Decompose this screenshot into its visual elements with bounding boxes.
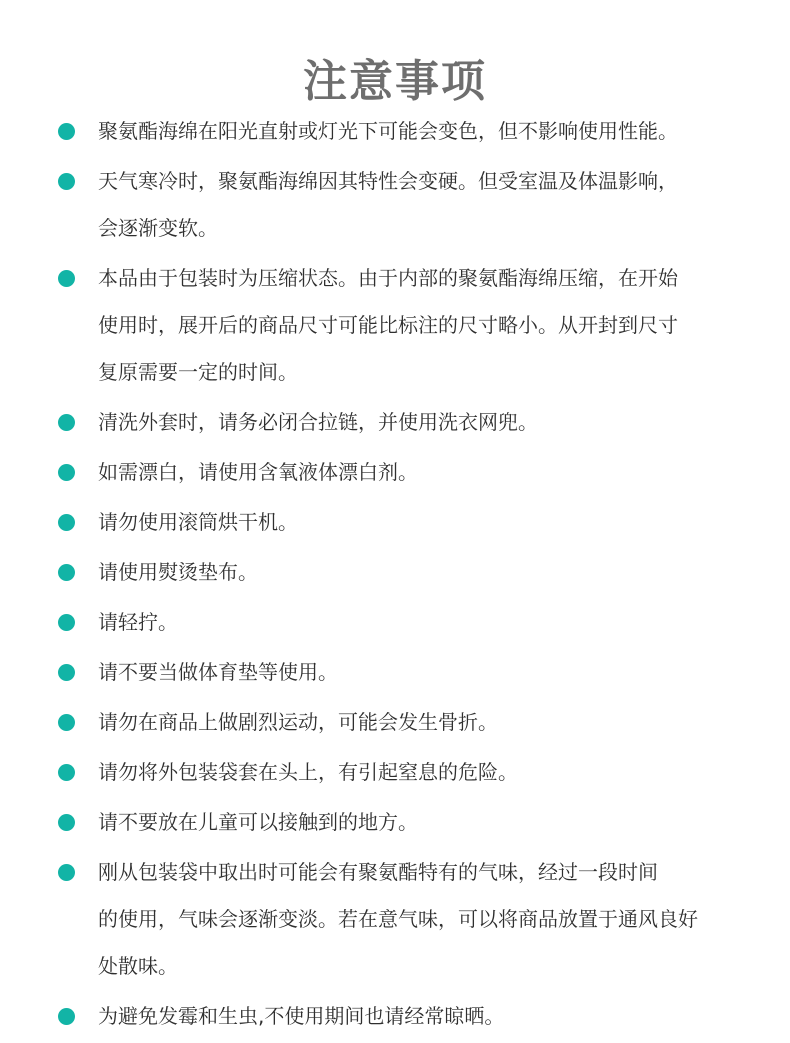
note-text: 如需漂白，请使用含氧液体漂白剂。 <box>98 460 418 484</box>
note-text: 聚氨酯海绵在阳光直射或灯光下可能会变色，但不影响使用性能。 <box>98 119 678 143</box>
note-item <box>0 549 790 596</box>
note-text: 使用时，展开后的商品尺寸可能比标注的尺寸略小。从开封到尺寸 <box>98 313 678 337</box>
bullet-dot-icon <box>58 173 75 190</box>
bullet-dot-icon <box>58 123 75 140</box>
note-item <box>0 499 790 546</box>
note-text: 清洗外套时，请务必闭合拉链，并使用洗衣网兜。 <box>98 410 538 434</box>
note-text: 请轻拧。 <box>98 610 178 634</box>
bullet-dot-icon <box>58 464 75 481</box>
note-item <box>0 749 790 796</box>
note-item <box>0 849 790 990</box>
note-text: 请不要放在儿童可以接触到的地方。 <box>98 810 418 834</box>
bullet-dot-icon <box>58 1008 75 1025</box>
bullet-dot-icon <box>58 614 75 631</box>
note-text: 请勿在商品上做剧烈运动，可能会发生骨折。 <box>98 710 498 734</box>
page-title: 注意事项 <box>303 56 487 108</box>
note-item <box>0 699 790 746</box>
bullet-dot-icon <box>58 714 75 731</box>
bullet-dot-icon <box>58 564 75 581</box>
note-text: 请勿将外包装袋套在头上，有引起窒息的危险。 <box>98 760 518 784</box>
note-text: 请使用熨烫垫布。 <box>98 560 258 584</box>
note-item <box>0 158 790 252</box>
note-item <box>0 255 790 396</box>
note-item <box>0 599 790 646</box>
bullet-dot-icon <box>58 814 75 831</box>
bullet-dot-icon <box>58 414 75 431</box>
note-item <box>0 799 790 846</box>
note-text: 请不要当做体育垫等使用。 <box>98 660 338 684</box>
bullet-dot-icon <box>58 514 75 531</box>
note-text: 刚从包装袋中取出时可能会有聚氨酯特有的气味，经过一段时间 <box>98 860 658 884</box>
bullet-dot-icon <box>58 764 75 781</box>
note-item <box>0 108 790 155</box>
bullet-dot-icon <box>58 270 75 287</box>
note-text: 的使用，气味会逐渐变淡。若在意气味，可以将商品放置于通风良好 <box>98 907 698 931</box>
note-text: 天气寒冷时，聚氨酯海绵因其特性会变硬。但受室温及体温影响， <box>98 169 678 193</box>
note-text: 复原需要一定的时间。 <box>98 360 298 384</box>
bullet-dot-icon <box>58 664 75 681</box>
note-text: 请勿使用滚筒烘干机。 <box>98 510 298 534</box>
note-text: 处散味。 <box>98 954 178 978</box>
note-item <box>0 449 790 496</box>
bullet-dot-icon <box>58 864 75 881</box>
note-item <box>0 399 790 446</box>
precautions-list <box>0 108 790 1043</box>
note-text: 为避免发霉和生虫,不使用期间也请经常晾晒。 <box>98 1004 505 1028</box>
note-text: 本品由于包装时为压缩状态。由于内部的聚氨酯海绵压缩，在开始 <box>98 266 678 290</box>
note-item <box>0 649 790 696</box>
note-item <box>0 993 790 1040</box>
note-text: 会逐渐变软。 <box>98 216 218 240</box>
